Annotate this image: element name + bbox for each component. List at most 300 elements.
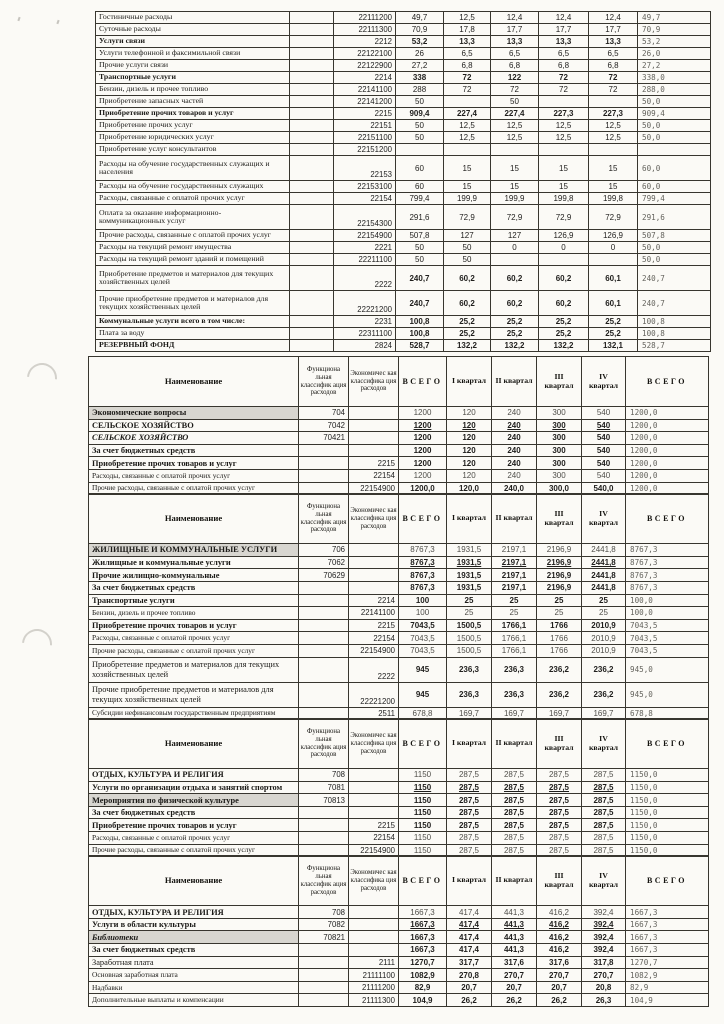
total-value-cell: 945: [399, 682, 447, 707]
right-total-cell: 1082,9: [626, 969, 709, 982]
functional-code: [299, 806, 349, 819]
economic-code: [349, 769, 399, 782]
functional-code: [299, 581, 349, 594]
economic-code: [349, 781, 399, 794]
total-value-cell: 8767,3: [399, 556, 447, 569]
quarter-value-cell: 2197,1: [492, 556, 537, 569]
row-label: Расходы, связанные с оплатой прочих услуг: [89, 469, 299, 482]
quarter-value-cell: 15: [491, 181, 539, 193]
quarter-value-cell: 169,7: [447, 707, 492, 720]
table-row: [89, 931, 709, 944]
total-value-cell: 240,7: [396, 266, 444, 291]
column-header-q1: I квартал: [447, 357, 492, 407]
quarter-value-cell: 287,5: [492, 769, 537, 782]
functional-code: [299, 469, 349, 482]
row-label: Субсидии нефинансовым государственным предприятиям: [89, 707, 299, 720]
quarter-value-cell: 17,7: [491, 24, 539, 36]
quarter-value-cell: 236,3: [492, 657, 537, 682]
economic-code: [349, 918, 399, 931]
quarter-value-cell: 287,5: [582, 781, 626, 794]
row-label: Жилищные и коммунальные услуги: [89, 556, 299, 569]
quarter-value-cell: 1500,5: [447, 619, 492, 632]
right-total-cell: 945,0: [626, 657, 709, 682]
row-label: Прочие расходы, связанные с оплатой прочих услуг: [89, 844, 299, 857]
column-header-q2: II квартал: [492, 856, 537, 906]
table-row: [89, 594, 709, 607]
table-row: [89, 581, 709, 594]
quarter-value-cell: 26,2: [447, 994, 492, 1007]
row-label: Прочие расходы, связанные с оплатой прочих услуг: [89, 482, 299, 495]
quarter-value-cell: 199,9: [491, 193, 539, 205]
quarter-value-cell: [589, 254, 638, 266]
total-value-cell: 338: [396, 72, 444, 84]
table-row: [96, 316, 711, 328]
total-value-cell: 7043,5: [399, 619, 447, 632]
budget-table-t5: [88, 855, 709, 1007]
right-total-cell: 1150,0: [626, 769, 709, 782]
total-value-cell: 53,2: [396, 36, 444, 48]
quarter-value-cell: 72: [444, 72, 491, 84]
row-label: За счет бюджетных средств: [89, 581, 299, 594]
row-label: Экономические вопросы: [89, 407, 299, 420]
total-value-cell: 678,8: [399, 707, 447, 720]
column-header-econ: Экономичес кая классифика ция расходов: [349, 494, 399, 544]
economic-code: 2221: [334, 242, 396, 254]
functional-code: [290, 120, 334, 132]
functional-code: 704: [299, 407, 349, 420]
table-row: [96, 144, 711, 156]
quarter-value-cell: 317,8: [582, 956, 626, 969]
quarter-value-cell: [491, 144, 539, 156]
quarter-value-cell: 392,4: [582, 931, 626, 944]
quarter-value-cell: 2196,9: [537, 581, 582, 594]
quarter-value-cell: 1931,5: [447, 569, 492, 582]
table-row: [96, 242, 711, 254]
economic-code: 2511: [349, 707, 399, 720]
quarter-value-cell: 417,4: [447, 931, 492, 944]
quarter-value-cell: 25,2: [444, 316, 491, 328]
column-header-total2: ВСЕГО: [626, 357, 709, 407]
total-value-cell: 1667,3: [399, 906, 447, 919]
row-label: Расходы на текущий ремонт зданий и помещений: [96, 254, 290, 266]
quarter-value-cell: 13,3: [491, 36, 539, 48]
quarter-value-cell: 416,2: [537, 944, 582, 957]
quarter-value-cell: 1931,5: [447, 556, 492, 569]
quarter-value-cell: 25: [447, 607, 492, 620]
row-label: Прочие жилищно-коммунальные: [89, 569, 299, 582]
total-value-cell: 288: [396, 84, 444, 96]
economic-code: [349, 944, 399, 957]
economic-code: 22154: [349, 469, 399, 482]
economic-code: 22154900: [349, 644, 399, 657]
quarter-value-cell: 17,8: [444, 24, 491, 36]
quarter-value-cell: 540: [582, 457, 626, 470]
quarter-value-cell: 72,9: [491, 205, 539, 230]
quarter-value-cell: 236,3: [447, 657, 492, 682]
functional-code: [290, 60, 334, 72]
quarter-value-cell: 72,9: [444, 205, 491, 230]
budget-table-t2: [88, 356, 709, 495]
budget-table-t1: [95, 11, 711, 352]
quarter-value-cell: [539, 254, 589, 266]
quarter-value-cell: 12,5: [539, 120, 589, 132]
total-value-cell: 82,9: [399, 981, 447, 994]
functional-code: [290, 96, 334, 108]
functional-code: [299, 632, 349, 645]
hole-punch-mark: [16, 623, 58, 665]
table-row: [96, 230, 711, 242]
total-value-cell: [396, 144, 444, 156]
functional-code: 7081: [299, 781, 349, 794]
table-row: [96, 193, 711, 205]
table-row: [89, 806, 709, 819]
row-label: Расходы, связанные с оплатой прочих услуг: [96, 193, 290, 205]
row-label: ЖИЛИЩНЫЕ И КОММУНАЛЬНЫЕ УСЛУГИ: [89, 544, 299, 557]
economic-code: 22311100: [334, 328, 396, 340]
table-row: [89, 906, 709, 919]
quarter-value-cell: 2196,9: [537, 569, 582, 582]
quarter-value-cell: 236,2: [537, 682, 582, 707]
quarter-value-cell: 120: [447, 457, 492, 470]
right-total-cell: 100,0: [626, 607, 709, 620]
right-total-cell: 1667,3: [626, 944, 709, 957]
table-row: [96, 132, 711, 144]
row-label: Услуги телефонной и факсимильной связи: [96, 48, 290, 60]
quarter-value-cell: 540: [582, 432, 626, 445]
economic-code: 2824: [334, 340, 396, 352]
functional-code: [290, 181, 334, 193]
quarter-value-cell: 287,5: [582, 844, 626, 857]
functional-code: [299, 457, 349, 470]
quarter-value-cell: 25: [537, 607, 582, 620]
quarter-value-cell: 6,8: [589, 60, 638, 72]
economic-code: 22153100: [334, 181, 396, 193]
economic-code: [349, 432, 399, 445]
column-header-q2: II квартал: [492, 494, 537, 544]
lower-tables: [88, 356, 709, 1007]
quarter-value-cell: 6,8: [444, 60, 491, 72]
column-header-total2: ВСЕГО: [626, 856, 709, 906]
quarter-value-cell: 240,0: [492, 482, 537, 495]
row-label: Приобретение прочих товаров и услуг: [96, 108, 290, 120]
functional-code: [290, 340, 334, 352]
total-value-cell: 1150: [399, 769, 447, 782]
economic-code: 2222: [334, 266, 396, 291]
quarter-value-cell: 13,3: [539, 36, 589, 48]
quarter-value-cell: 1500,5: [447, 644, 492, 657]
quarter-value-cell: 392,4: [582, 944, 626, 957]
functional-code: 70421: [299, 432, 349, 445]
quarter-value-cell: 12,5: [444, 120, 491, 132]
quarter-value-cell: 25: [492, 594, 537, 607]
right-total-cell: 50,0: [638, 242, 711, 254]
quarter-value-cell: 236,3: [492, 682, 537, 707]
functional-code: [290, 48, 334, 60]
quarter-value-cell: 120: [447, 407, 492, 420]
economic-code: [349, 556, 399, 569]
quarter-value-cell: 417,4: [447, 906, 492, 919]
economic-code: 22151100: [334, 132, 396, 144]
economic-code: 2222: [349, 657, 399, 682]
column-header-name: Наименование: [89, 719, 299, 769]
total-value-cell: 50: [396, 132, 444, 144]
economic-code: 2214: [334, 72, 396, 84]
quarter-value-cell: 60,2: [491, 291, 539, 316]
quarter-value-cell: 287,5: [537, 844, 582, 857]
quarter-value-cell: 120: [447, 469, 492, 482]
functional-code: 7042: [299, 419, 349, 432]
quarter-value-cell: 25: [447, 594, 492, 607]
table-row: [89, 682, 709, 707]
right-total-cell: 60,0: [638, 181, 711, 193]
quarter-value-cell: 240: [492, 469, 537, 482]
quarter-value-cell: 12,5: [444, 132, 491, 144]
quarter-value-cell: [539, 144, 589, 156]
quarter-value-cell: 25: [582, 607, 626, 620]
right-total-cell: 1200,0: [626, 482, 709, 495]
row-label: Основная заработная плата: [89, 969, 299, 982]
quarter-value-cell: 416,2: [537, 918, 582, 931]
quarter-value-cell: 287,5: [537, 832, 582, 845]
quarter-value-cell: 240: [492, 407, 537, 420]
economic-code: 22154300: [334, 205, 396, 230]
quarter-value-cell: 287,5: [582, 806, 626, 819]
quarter-value-cell: 1766: [537, 619, 582, 632]
quarter-value-cell: 1931,5: [447, 544, 492, 557]
row-label: Услуги в области культуры: [89, 918, 299, 931]
scan-speck: [56, 20, 59, 24]
quarter-value-cell: 50: [491, 96, 539, 108]
functional-code: [290, 84, 334, 96]
functional-code: [290, 316, 334, 328]
quarter-value-cell: 2441,8: [582, 569, 626, 582]
table-row: [89, 419, 709, 432]
quarter-value-cell: 12,4: [539, 12, 589, 24]
row-label: За счет бюджетных средств: [89, 444, 299, 457]
quarter-value-cell: 287,5: [447, 806, 492, 819]
functional-code: [290, 193, 334, 205]
quarter-value-cell: 12,5: [539, 132, 589, 144]
quarter-value-cell: 0: [589, 242, 638, 254]
table-row: [96, 328, 711, 340]
economic-code: 2231: [334, 316, 396, 328]
quarter-value-cell: 416,2: [537, 906, 582, 919]
economic-code: 2215: [349, 457, 399, 470]
column-header-q2: II квартал: [492, 357, 537, 407]
economic-code: 22221200: [334, 291, 396, 316]
quarter-value-cell: 20,8: [582, 981, 626, 994]
quarter-value-cell: 25,2: [539, 316, 589, 328]
table-row: [96, 84, 711, 96]
economic-code: 21111300: [349, 994, 399, 1007]
budget-table-t4: [88, 718, 709, 857]
right-total-cell: 50,0: [638, 132, 711, 144]
functional-code: [290, 12, 334, 24]
functional-code: [290, 230, 334, 242]
economic-code: 22221200: [349, 682, 399, 707]
economic-code: 22154900: [349, 482, 399, 495]
column-header-func: Функциона льная классифик ация расходов: [299, 856, 349, 906]
quarter-value-cell: 416,2: [537, 931, 582, 944]
economic-code: [349, 419, 399, 432]
row-label: Расходы, связанные с оплатой прочих услуг: [89, 832, 299, 845]
quarter-value-cell: 287,5: [492, 806, 537, 819]
right-total-cell: 240,7: [638, 291, 711, 316]
quarter-value-cell: 540: [582, 444, 626, 457]
quarter-value-cell: 1766,1: [492, 619, 537, 632]
column-header-total: ВСЕГО: [399, 357, 447, 407]
table-row: [96, 36, 711, 48]
quarter-value-cell: 227,3: [539, 108, 589, 120]
total-value-cell: 1200,0: [399, 482, 447, 495]
functional-code: [299, 969, 349, 982]
quarter-value-cell: 2196,9: [537, 544, 582, 557]
quarter-value-cell: [589, 144, 638, 156]
table-row: [89, 407, 709, 420]
right-total-cell: 1200,0: [626, 432, 709, 445]
column-header-q1: I квартал: [447, 494, 492, 544]
right-total-cell: 945,0: [626, 682, 709, 707]
quarter-value-cell: 270,7: [492, 969, 537, 982]
quarter-value-cell: 540: [582, 407, 626, 420]
row-label: Прочие приобретение предметов и материалов для текущих хозяйственных целей: [96, 291, 290, 316]
quarter-value-cell: 72: [539, 72, 589, 84]
table-row: [89, 444, 709, 457]
right-total-cell: 49,7: [638, 12, 711, 24]
economic-code: 21111200: [349, 981, 399, 994]
quarter-value-cell: 25,2: [539, 328, 589, 340]
functional-code: [290, 24, 334, 36]
quarter-value-cell: 300: [537, 432, 582, 445]
quarter-value-cell: 417,4: [447, 944, 492, 957]
row-label: Надбавки: [89, 981, 299, 994]
economic-code: [349, 569, 399, 582]
economic-code: 22151200: [334, 144, 396, 156]
scan-speck: [17, 17, 20, 21]
economic-code: 2214: [349, 594, 399, 607]
economic-code: 2212: [334, 36, 396, 48]
right-total-cell: 528,7: [638, 340, 711, 352]
quarter-value-cell: [444, 96, 491, 108]
table-row: [89, 994, 709, 1007]
quarter-value-cell: 227,4: [491, 108, 539, 120]
quarter-value-cell: 240: [492, 444, 537, 457]
quarter-value-cell: 15: [491, 156, 539, 181]
total-value-cell: 945: [399, 657, 447, 682]
quarter-value-cell: 127: [491, 230, 539, 242]
total-value-cell: 50: [396, 242, 444, 254]
column-header-econ: Экономичес кая классифика ция расходов: [349, 856, 399, 906]
table-row: [89, 981, 709, 994]
quarter-value-cell: 60,1: [589, 291, 638, 316]
economic-code: [349, 906, 399, 919]
top-table-wrap: [95, 11, 711, 352]
quarter-value-cell: 60,2: [539, 266, 589, 291]
economic-code: 22154900: [334, 230, 396, 242]
quarter-value-cell: 287,5: [492, 794, 537, 807]
quarter-value-cell: 287,5: [537, 781, 582, 794]
quarter-value-cell: 60,2: [539, 291, 589, 316]
hole-punch-mark: [21, 357, 63, 399]
column-header-q4: IV квартал: [582, 357, 626, 407]
quarter-value-cell: 25,2: [491, 328, 539, 340]
quarter-value-cell: 300: [537, 407, 582, 420]
functional-code: 7082: [299, 918, 349, 931]
row-label: Приобретение запасных частей: [96, 96, 290, 108]
economic-code: [349, 544, 399, 557]
column-header-q4: IV квартал: [582, 719, 626, 769]
row-label: Приобретение юридических услуг: [96, 132, 290, 144]
total-value-cell: 60: [396, 181, 444, 193]
column-header-q3: III квартал: [537, 494, 582, 544]
functional-code: [290, 254, 334, 266]
quarter-value-cell: 122: [491, 72, 539, 84]
total-value-cell: 60: [396, 156, 444, 181]
total-value-cell: 1150: [399, 781, 447, 794]
economic-code: 22141100: [349, 607, 399, 620]
right-total-cell: 7043,5: [626, 632, 709, 645]
right-total-cell: 1200,0: [626, 419, 709, 432]
quarter-value-cell: 287,5: [447, 832, 492, 845]
total-value-cell: 7043,5: [399, 644, 447, 657]
table-row: [89, 556, 709, 569]
quarter-value-cell: 540,0: [582, 482, 626, 495]
economic-code: 22154: [334, 193, 396, 205]
column-header-func: Функциона льная классифик ация расходов: [299, 357, 349, 407]
quarter-value-cell: 2441,8: [582, 544, 626, 557]
economic-code: [349, 444, 399, 457]
table-row: [89, 457, 709, 470]
column-header-total2: ВСЕГО: [626, 719, 709, 769]
table-row: [89, 619, 709, 632]
quarter-value-cell: 2010,9: [582, 632, 626, 645]
quarter-value-cell: 300: [537, 444, 582, 457]
quarter-value-cell: 441,3: [492, 944, 537, 957]
column-header-name: Наименование: [89, 494, 299, 544]
right-total-cell: 8767,3: [626, 556, 709, 569]
functional-code: [299, 644, 349, 657]
quarter-value-cell: 240: [492, 419, 537, 432]
quarter-value-cell: 25,2: [589, 328, 638, 340]
quarter-value-cell: 132,2: [491, 340, 539, 352]
right-total-cell: 60,0: [638, 156, 711, 181]
quarter-value-cell: 132,1: [589, 340, 638, 352]
quarter-value-cell: 72: [444, 84, 491, 96]
quarter-value-cell: 1500,5: [447, 632, 492, 645]
row-label: Приобретение прочих товаров и услуг: [89, 619, 299, 632]
quarter-value-cell: 270,7: [537, 969, 582, 982]
right-total-cell: 1270,7: [626, 956, 709, 969]
quarter-value-cell: 26,2: [537, 994, 582, 1007]
quarter-value-cell: 287,5: [537, 794, 582, 807]
total-value-cell: 1200: [399, 457, 447, 470]
table-header-row: [89, 719, 709, 769]
right-total-cell: 8767,3: [626, 569, 709, 582]
row-label: Коммунальные услуги всего в том числе:: [96, 316, 290, 328]
row-label: Прочие приобретение предметов и материалов для текущих хозяйственных целей: [89, 682, 299, 707]
quarter-value-cell: 441,3: [492, 918, 537, 931]
quarter-value-cell: 300: [537, 419, 582, 432]
right-total-cell: 1667,3: [626, 931, 709, 944]
quarter-value-cell: 72,9: [589, 205, 638, 230]
row-label: Расходы, связанные с оплатой прочих услуг: [89, 632, 299, 645]
quarter-value-cell: 1766: [537, 644, 582, 657]
right-total-cell: 70,9: [638, 24, 711, 36]
total-value-cell: 26: [396, 48, 444, 60]
functional-code: [299, 607, 349, 620]
quarter-value-cell: 120: [447, 419, 492, 432]
quarter-value-cell: 2197,1: [492, 569, 537, 582]
